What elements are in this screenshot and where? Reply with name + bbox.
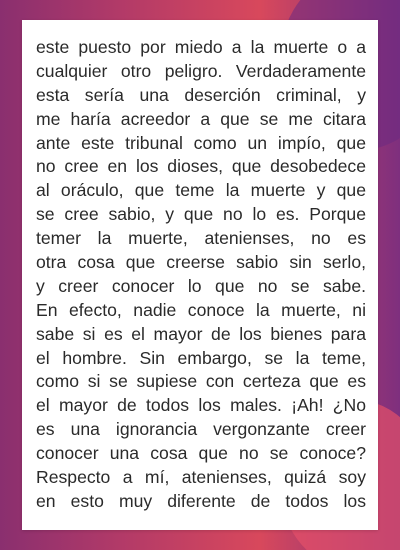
- text-line: no cree en los dioses, que desobedece: [36, 156, 366, 177]
- text-line: temer la muerte, atenienses, no es: [36, 228, 366, 249]
- text-line: esta sería una deserción criminal, y: [36, 84, 366, 105]
- text-line: como si se supiese con certeza que es: [36, 371, 366, 392]
- text-line: me haría acreedor a que se me citara: [36, 108, 366, 129]
- text-line: cualquier otro peligro. Verdaderamente: [36, 60, 366, 81]
- text-line: el hombre. Sin embargo, se la teme,: [36, 347, 366, 368]
- text-line: y creer conocer lo que no se sabe.: [36, 275, 366, 296]
- text-line: sabe si es el mayor de los bienes para: [36, 323, 366, 344]
- text-line: otra cosa que creerse sabio sin serlo,: [36, 252, 366, 273]
- text-line: Respecto a mí, atenienses, quizá soy: [36, 467, 366, 488]
- text-line: En efecto, nadie conoce la muerte, ni: [36, 299, 366, 320]
- text-line: el mayor de todos los males. ¡Ah! ¿No: [36, 395, 366, 416]
- text-line: es una ignorancia vergonzante creer: [36, 419, 366, 440]
- text-line: ante este tribunal como un impío, que: [36, 132, 366, 153]
- text-line: al oráculo, que teme la muerte y que: [36, 180, 366, 201]
- text-line: se cree sabio, y que no lo es. Porque: [36, 204, 366, 225]
- text-line: en esto muy diferente de todos los: [36, 490, 366, 511]
- text-line: este puesto por miedo a la muerte o a: [36, 37, 366, 57]
- document-page: [22, 20, 378, 530]
- text-line: conocer una cosa que no se conoce?: [36, 443, 366, 464]
- body-text: [36, 36, 366, 514]
